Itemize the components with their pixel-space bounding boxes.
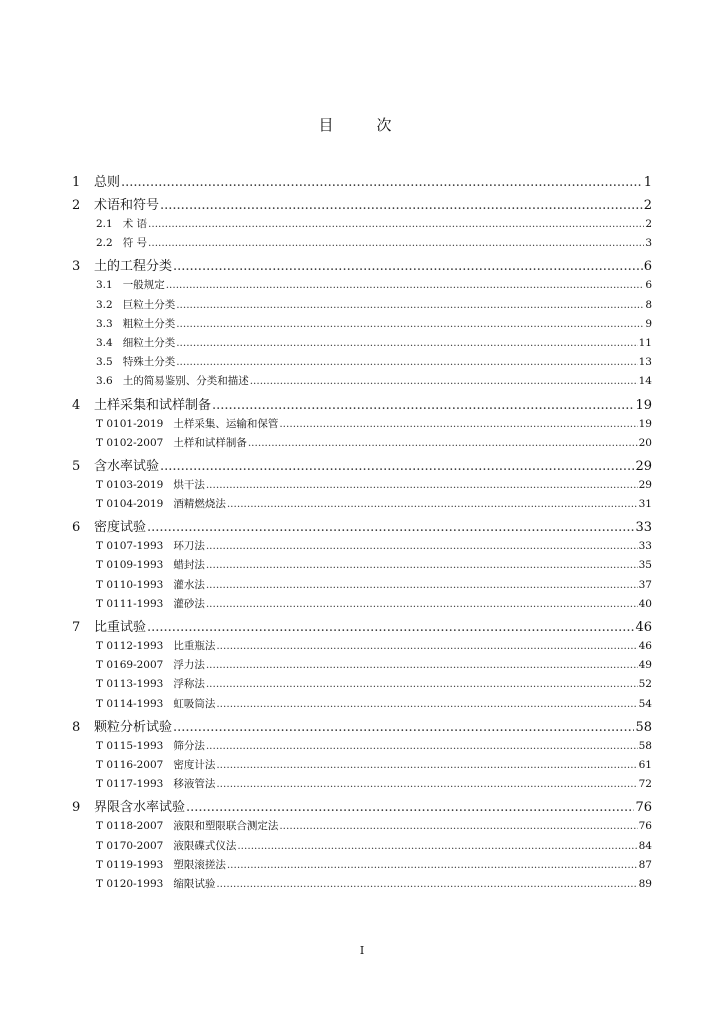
toc-entry-number: 2.1 — [96, 218, 113, 230]
toc-entry-title: 灌水法 — [173, 578, 205, 591]
toc-dot-leader — [147, 620, 634, 635]
toc-entry-number: T 0114-1993 — [96, 697, 164, 710]
toc-entry-title: 比重试验 — [94, 620, 147, 635]
toc-entry-title: 环刀法 — [173, 540, 205, 553]
toc-section-entry[interactable] — [72, 277, 652, 296]
toc-section-entry[interactable] — [72, 857, 652, 876]
toc-section-entry[interactable] — [72, 557, 652, 576]
toc-entry-number: T 0119-1993 — [96, 858, 164, 871]
toc-section-entry[interactable] — [72, 757, 652, 776]
toc-dot-leader — [147, 520, 634, 535]
toc-entry-title: 符 号 — [122, 237, 148, 250]
toc-entry-title: 土样和试样制备 — [173, 436, 247, 449]
toc-dot-leader — [227, 859, 638, 871]
toc-entry-page: 3 — [645, 237, 652, 250]
toc-entry-title: 塑限滚搓法 — [173, 858, 226, 871]
toc-entry-number: 2.2 — [96, 237, 113, 250]
toc-entry-number: T 0118-2007 — [96, 820, 164, 833]
toc-entry-number: 3.5 — [96, 356, 113, 369]
toc-dot-leader — [206, 540, 638, 552]
page-title: 目 次 — [318, 116, 406, 134]
toc-entry-page: 2 — [643, 198, 652, 213]
toc-entry-number: T 0107-1993 — [96, 540, 164, 553]
toc-section-entry[interactable] — [72, 876, 652, 895]
toc-section-entry[interactable] — [72, 738, 652, 757]
toc-entry-title: 密度试验 — [94, 520, 147, 536]
toc-chapter-entry[interactable] — [72, 796, 652, 818]
toc-chapter-entry[interactable] — [72, 516, 652, 538]
toc-entry-number: 3.4 — [96, 336, 113, 349]
toc-entry-page: 87 — [638, 858, 652, 871]
toc-entry-page: 1 — [643, 175, 652, 190]
toc-entry-page: 52 — [638, 678, 652, 691]
toc-entry-number: 3.2 — [96, 298, 113, 311]
toc-entry-title: 土样采集和试样制备 — [94, 397, 212, 413]
toc-entry-title: 含水率试验 — [94, 458, 160, 474]
toc-dot-leader — [206, 559, 638, 571]
toc-dot-leader — [216, 640, 637, 652]
toc-section-entry[interactable] — [72, 818, 652, 837]
toc-entry-page: 49 — [638, 659, 652, 672]
toc-dot-leader — [176, 337, 637, 349]
toc-chapter-entry[interactable] — [72, 255, 652, 277]
toc-chapter-entry[interactable] — [72, 194, 652, 216]
toc-entry-title: 界限含水率试验 — [94, 800, 186, 816]
toc-entry-number: T 0101-2019 — [96, 417, 164, 430]
toc-dot-leader — [216, 698, 637, 710]
toc-entry-page: 84 — [638, 839, 652, 852]
toc-section-entry[interactable] — [72, 354, 652, 373]
toc-entry-number: T 0113-1993 — [96, 678, 164, 691]
toc-dot-leader — [166, 279, 645, 291]
toc-section-entry[interactable] — [72, 538, 652, 557]
toc-entry-title: 浮力法 — [173, 659, 205, 672]
toc-dot-leader — [148, 237, 644, 249]
page-number: I — [359, 944, 365, 957]
toc-entry-title: 密度计法 — [173, 758, 216, 771]
toc-dot-leader — [248, 437, 638, 449]
toc-entry-number: 6 — [72, 520, 81, 536]
toc-entry-number: T 0109-1993 — [96, 559, 164, 572]
toc-dot-leader — [250, 375, 638, 387]
toc-entry-number: 4 — [72, 397, 81, 413]
toc-entry-number: T 0117-1993 — [96, 778, 164, 791]
toc-dot-leader — [237, 840, 637, 852]
toc-entry-number: T 0170-2007 — [96, 839, 164, 852]
toc-entry-page: 20 — [638, 436, 652, 449]
toc-entry-number: 8 — [72, 719, 81, 735]
toc-entry-page: 13 — [638, 356, 652, 369]
toc-entry-page: 29 — [635, 458, 652, 474]
toc-entry-title: 土样采集、运输和保管 — [173, 417, 279, 430]
toc-section-entry[interactable] — [72, 577, 652, 596]
toc-chapter-entry[interactable] — [72, 455, 652, 477]
toc-section-entry[interactable] — [72, 596, 652, 615]
toc-entry-page: 40 — [638, 597, 652, 610]
toc-section-entry[interactable] — [72, 638, 652, 657]
toc-entry-title: 巨粒土分类 — [122, 298, 176, 311]
toc-entry-number: 5 — [72, 458, 81, 474]
toc-entry-number: T 0110-1993 — [96, 578, 164, 591]
toc-entry-page: 33 — [638, 540, 652, 553]
toc-entry-number: T 0104-2019 — [96, 498, 164, 511]
toc-entry-title: 浮称法 — [173, 678, 205, 691]
toc-entry-page: 46 — [638, 640, 652, 652]
toc-entry-number: 3.3 — [96, 317, 113, 330]
toc-entry-number: 2 — [72, 198, 81, 213]
toc-chapter-entry[interactable] — [72, 716, 652, 738]
toc-entry-page: 61 — [638, 758, 652, 771]
toc-entry-number: T 0111-1993 — [96, 597, 164, 610]
toc-section-entry[interactable] — [72, 657, 652, 676]
toc-section-entry[interactable] — [72, 838, 652, 857]
toc-entry-page: 46 — [635, 620, 652, 635]
toc-entry-page: 58 — [635, 719, 652, 735]
toc-entry-number: T 0112-1993 — [96, 640, 164, 652]
toc-entry-title: 筛分法 — [173, 739, 205, 752]
toc-entry-number: T 0102-2007 — [96, 436, 164, 449]
toc-dot-leader — [176, 356, 637, 368]
toc-dot-leader — [279, 820, 637, 832]
toc-entry-number: T 0115-1993 — [96, 739, 164, 752]
toc-section-entry[interactable] — [72, 316, 652, 335]
toc-dot-leader — [206, 678, 638, 690]
toc-entry-page: 76 — [635, 800, 652, 816]
toc-section-entry[interactable] — [72, 416, 652, 435]
toc-entry-page: 14 — [638, 375, 652, 388]
toc-entry-title: 总则 — [94, 175, 121, 190]
toc-entry-title: 缩限试验 — [173, 877, 216, 890]
toc-entry-page: 2 — [645, 218, 652, 230]
toc-section-entry[interactable] — [72, 676, 652, 695]
toc-entry-title: 土的简易鉴别、分类和描述 — [122, 375, 249, 388]
toc-entry-number: 1 — [72, 175, 81, 190]
toc-entry-page: 33 — [635, 520, 652, 536]
toc-dot-leader — [216, 759, 637, 771]
toc-entry-page: 9 — [645, 317, 652, 330]
toc-entry-title: 灌砂法 — [173, 597, 205, 610]
toc-entry-number: 7 — [72, 620, 81, 635]
toc-entry-title: 土的工程分类 — [94, 259, 173, 275]
toc-entry-title: 特殊土分类 — [122, 356, 176, 369]
toc-dot-leader — [176, 299, 644, 311]
toc-entry-number: T 0120-1993 — [96, 877, 164, 890]
toc-entry-page: 72 — [638, 778, 652, 791]
toc-entry-page: 31 — [638, 498, 652, 511]
toc-dot-leader — [148, 218, 644, 230]
toc-section-entry[interactable] — [72, 696, 652, 715]
toc-entry-number: T 0116-2007 — [96, 758, 164, 771]
toc-entry-title: 虹吸筒法 — [173, 697, 216, 710]
toc-entry-page: 19 — [635, 397, 652, 413]
toc-dot-leader — [176, 318, 644, 330]
toc-entry-title: 颗粒分析试验 — [94, 719, 173, 735]
toc-entry-page: 54 — [638, 697, 652, 710]
toc-entry-number: 9 — [72, 800, 81, 816]
toc-entry-title: 一般规定 — [122, 279, 165, 292]
toc-entry-title: 粗粒土分类 — [122, 317, 176, 330]
toc-dot-leader — [227, 498, 638, 510]
toc-entry-page: 89 — [638, 877, 652, 890]
toc-section-entry[interactable] — [72, 477, 652, 496]
toc-section-entry[interactable] — [72, 373, 652, 392]
toc-entry-title: 液限碟式仪法 — [173, 839, 237, 852]
toc-entry-title: 酒精燃烧法 — [173, 498, 226, 511]
toc-entry-page: 8 — [645, 298, 652, 311]
toc-entry-title: 蜡封法 — [173, 559, 205, 572]
toc-section-entry[interactable] — [72, 297, 652, 316]
toc-dot-leader — [173, 259, 643, 274]
toc-entry-page: 6 — [645, 279, 652, 292]
toc-entry-page: 35 — [638, 559, 652, 572]
toc-section-entry[interactable] — [72, 776, 652, 795]
toc-chapter-entry[interactable] — [72, 171, 652, 193]
toc-entry-page: 76 — [638, 820, 652, 833]
toc-entry-title: 细粒土分类 — [122, 336, 176, 349]
toc-section-entry[interactable] — [72, 496, 652, 515]
toc-entry-page: 29 — [638, 478, 652, 491]
toc-section-entry[interactable] — [72, 235, 652, 254]
toc-entry-page: 11 — [638, 336, 652, 349]
toc-dot-leader — [206, 740, 638, 752]
toc-section-entry[interactable] — [72, 435, 652, 454]
toc-dot-leader — [206, 579, 638, 591]
toc-dot-leader — [121, 175, 643, 190]
toc-dot-leader — [206, 659, 638, 671]
toc-section-entry[interactable] — [72, 335, 652, 354]
toc-entry-title: 术 语 — [122, 218, 148, 230]
toc-entry-number: 3.6 — [96, 375, 113, 388]
toc-chapter-entry[interactable] — [72, 394, 652, 416]
toc-dot-leader — [206, 598, 638, 610]
toc-entry-page: 37 — [638, 578, 652, 591]
toc-dot-leader — [279, 418, 637, 430]
toc-dot-leader — [186, 800, 634, 815]
toc-entry-page: 19 — [638, 417, 652, 430]
toc-entry-title: 烘干法 — [173, 478, 205, 491]
toc-dot-leader — [160, 198, 643, 213]
toc-dot-leader — [212, 398, 634, 413]
toc-entry-title: 液限和塑限联合测定法 — [173, 820, 279, 833]
toc-section-entry[interactable] — [72, 216, 652, 235]
toc-chapter-entry[interactable] — [72, 616, 652, 638]
toc-dot-leader — [216, 778, 637, 790]
toc-entry-title: 术语和符号 — [94, 198, 160, 213]
toc-dot-leader — [173, 720, 634, 735]
toc-dot-leader — [216, 878, 637, 890]
toc-entry-page: 58 — [638, 739, 652, 752]
table-of-contents — [72, 170, 652, 895]
toc-dot-leader — [160, 459, 634, 474]
toc-entry-page: 6 — [643, 259, 652, 275]
toc-dot-leader — [206, 479, 638, 491]
toc-entry-number: 3.1 — [96, 279, 113, 292]
toc-entry-title: 比重瓶法 — [173, 640, 216, 652]
toc-entry-number: T 0169-2007 — [96, 659, 164, 672]
toc-entry-number: T 0103-2019 — [96, 478, 164, 491]
toc-entry-title: 移液管法 — [173, 778, 216, 791]
toc-entry-number: 3 — [72, 259, 81, 275]
